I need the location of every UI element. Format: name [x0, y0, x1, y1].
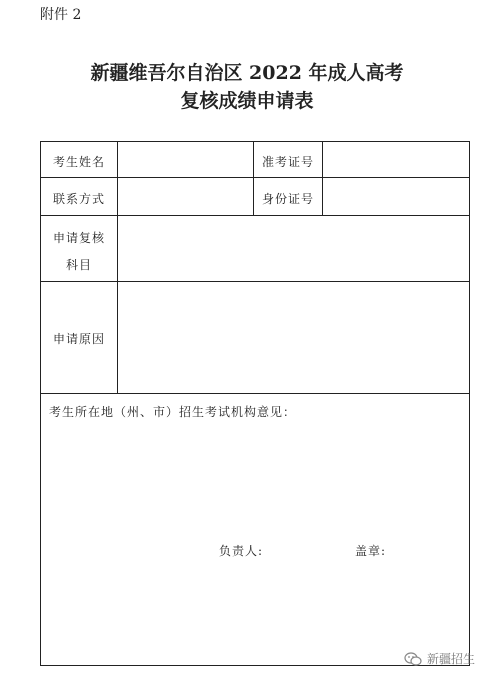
- name-field[interactable]: [118, 142, 253, 177]
- id-card-label: 身份证号: [261, 192, 314, 206]
- attachment-label: 附件 2: [40, 7, 82, 23]
- exam-id-field[interactable]: [323, 142, 469, 177]
- reason-field[interactable]: [118, 282, 469, 393]
- exam-id-label: 准考证号: [261, 155, 314, 169]
- page-title: 新疆维吾尔自治区 2022 年成人高考: [90, 62, 404, 84]
- watermark: [404, 650, 475, 667]
- subject-label-line1: 申请复核: [52, 231, 105, 245]
- page-subtitle: 复核成绩申请表: [180, 90, 314, 112]
- id-card-field[interactable]: [323, 178, 469, 215]
- subject-field[interactable]: [118, 216, 469, 281]
- wechat-icon: [404, 652, 422, 666]
- reason-label: 申请原因: [52, 332, 105, 346]
- row-divider: [41, 393, 469, 394]
- application-form: [40, 141, 470, 666]
- contact-field[interactable]: [118, 178, 253, 215]
- name-label: 考生姓名: [52, 155, 105, 169]
- watermark-text: 新疆招生: [427, 652, 476, 666]
- subject-label-line2: 科目: [65, 258, 92, 272]
- seal-label: 盖章:: [355, 544, 387, 558]
- opinion-label: 考生所在地（州、市）招生考试机构意见：: [49, 405, 297, 419]
- responsible-label: 负责人:: [219, 544, 264, 558]
- contact-label: 联系方式: [52, 192, 105, 206]
